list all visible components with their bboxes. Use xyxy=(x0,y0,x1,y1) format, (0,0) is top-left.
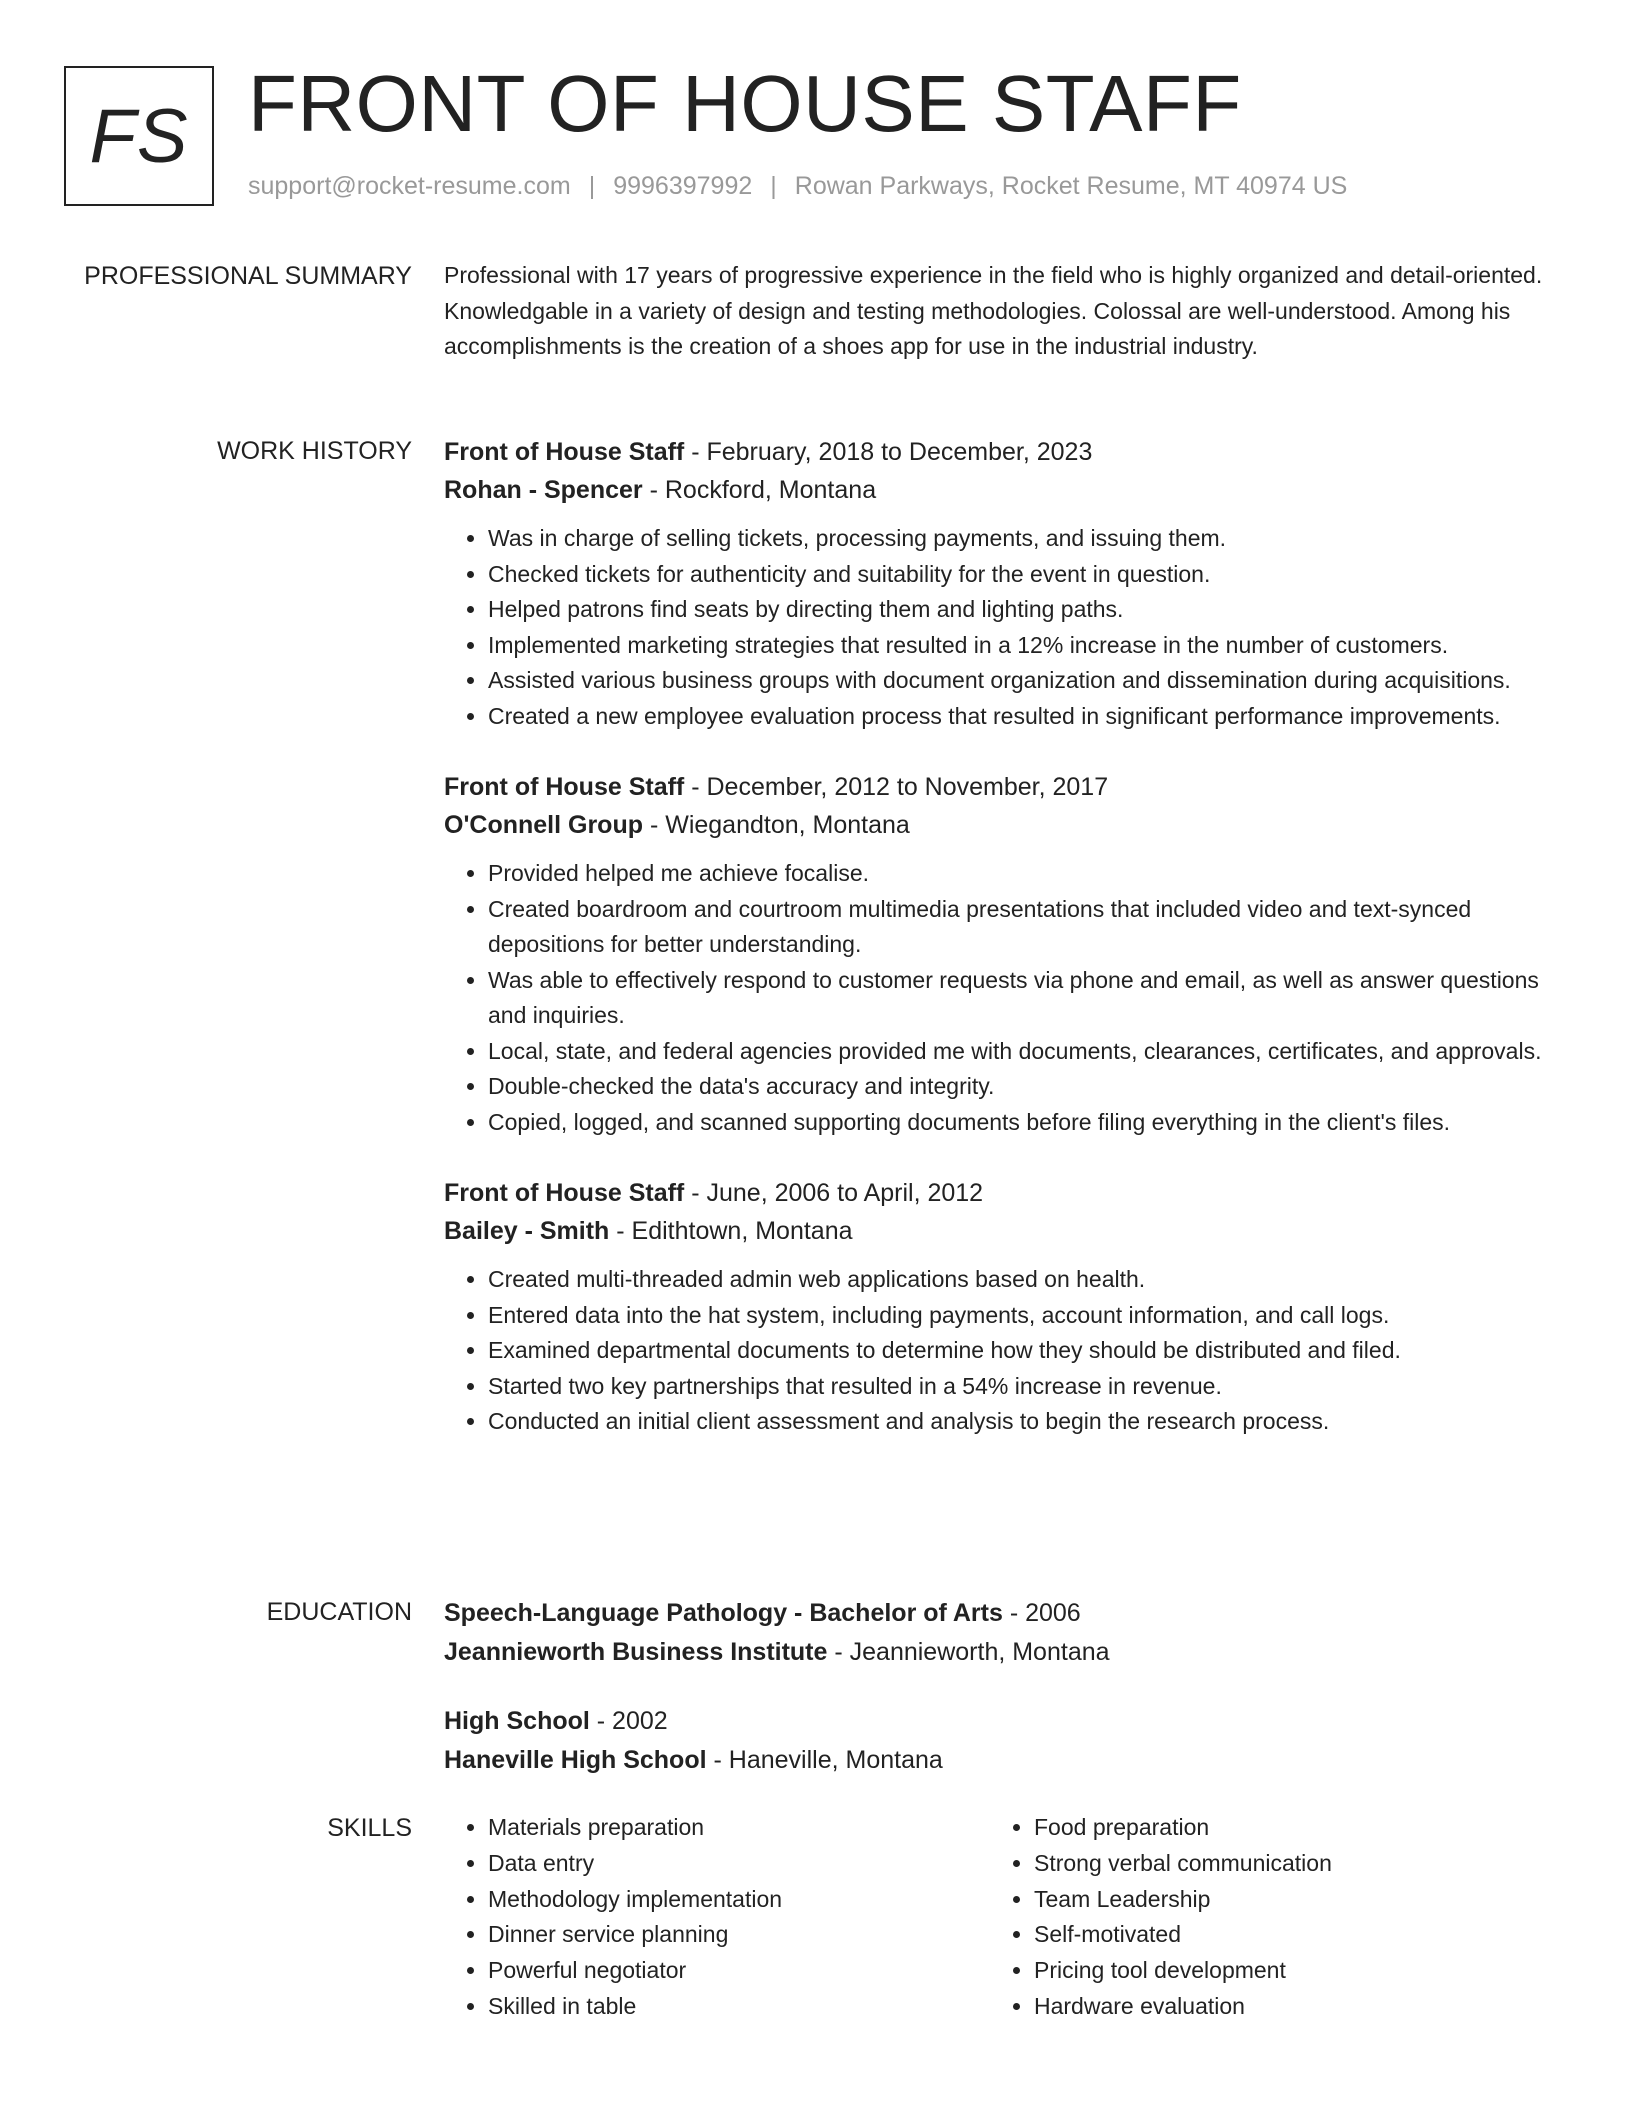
job-dates: - June, 2006 to April, 2012 xyxy=(684,1179,984,1207)
education-location: - Jeannieworth, Montana xyxy=(827,1638,1110,1666)
education-year: - 2002 xyxy=(589,1707,668,1735)
education-entry xyxy=(444,1702,1564,1780)
contact-separator: | xyxy=(588,172,596,200)
list-item: • Strong verbal communication xyxy=(1034,1846,1536,1882)
education-degree: High School xyxy=(444,1707,590,1735)
job-title: Front of House Staff xyxy=(444,773,685,801)
list-item: • Self-motivated xyxy=(1034,1917,1536,1953)
monogram-initials: FS xyxy=(89,93,189,179)
list-item: • Hardware evaluation xyxy=(1034,1989,1536,2025)
resume-title: FRONT OF HOUSE STAFF xyxy=(248,59,1242,148)
list-item: • Was in charge of selling tickets, processing payments, and issuing them. xyxy=(488,521,1564,557)
job-location: - Wiegandton, Montana xyxy=(643,811,910,839)
list-item: • Copied, logged, and scanned supporting documents before filing everything in the client's files. xyxy=(488,1105,1564,1141)
list-item: • Checked tickets for authenticity and suitability for the event in question. xyxy=(488,557,1564,593)
section-heading: SKILLS xyxy=(327,1814,412,1842)
education-school: Jeannieworth Business Institute xyxy=(444,1638,828,1666)
education-degree: Speech-Language Pathology - Bachelor of Arts xyxy=(444,1599,1003,1627)
education-degree-line xyxy=(444,1594,1564,1633)
list-item: • Skilled in table xyxy=(488,1989,990,2025)
summary-body xyxy=(444,258,1564,365)
job-title: Front of House Staff xyxy=(444,1179,685,1207)
list-item: • Created boardroom and courtroom multimedia presentations that included video and text-synced depositions for better understanding. xyxy=(488,892,1564,963)
job-bullets xyxy=(444,521,1564,734)
skills-grid xyxy=(444,1810,1564,2025)
section-heading: PROFESSIONAL SUMMARY xyxy=(84,262,412,290)
list-item: • Powerful negotiator xyxy=(488,1953,990,1989)
list-item: • Local, state, and federal agencies provided me with documents, clearances, certificates, and approvals. xyxy=(488,1034,1564,1070)
list-item: • Materials preparation xyxy=(488,1810,990,1846)
education-body xyxy=(444,1594,1564,1810)
list-item: • Created multi-threaded admin web applications based on health. xyxy=(488,1262,1564,1298)
list-item: • Created a new employee evaluation process that resulted in significant performance improvements. xyxy=(488,699,1564,735)
list-item: • Was able to effectively respond to customer requests via phone and email, as well as answer questions and inquiries. xyxy=(488,963,1564,1034)
education-school-line xyxy=(444,1741,1564,1780)
skills-column-left xyxy=(444,1810,990,2025)
job-company-line xyxy=(444,806,1564,844)
contact-phone: 9996397992 xyxy=(613,172,753,200)
work-history-body xyxy=(444,433,1564,1474)
education-degree-line xyxy=(444,1702,1564,1741)
list-item: • Examined departmental documents to determine how they should be distributed and filed. xyxy=(488,1333,1564,1369)
section-heading: EDUCATION xyxy=(266,1598,412,1626)
section-heading: WORK HISTORY xyxy=(217,437,412,465)
list-item: • Team Leadership xyxy=(1034,1882,1536,1918)
list-item: • Dinner service planning xyxy=(488,1917,990,1953)
contact-line xyxy=(248,172,1347,201)
job-location: - Edithtown, Montana xyxy=(609,1217,853,1245)
list-item: • Methodology implementation xyxy=(488,1882,990,1918)
job-dates: - December, 2012 to November, 2017 xyxy=(684,773,1109,801)
education-school-line xyxy=(444,1633,1564,1672)
job-company-line xyxy=(444,471,1564,509)
list-item: • Double-checked the data's accuracy and integrity. xyxy=(488,1069,1564,1105)
education-year: - 2006 xyxy=(1002,1599,1081,1627)
list-item: • Pricing tool development xyxy=(1034,1953,1536,1989)
job-entry xyxy=(444,768,1564,1140)
job-company: Rohan - Spencer xyxy=(444,476,643,504)
job-bullets xyxy=(444,856,1564,1140)
education-location: - Haneville, Montana xyxy=(706,1746,943,1774)
list-item: • Data entry xyxy=(488,1846,990,1882)
list-item: • Implemented marketing strategies that resulted in a 12% increase in the number of customers. xyxy=(488,628,1564,664)
list-item: • Provided helped me achieve focalise. xyxy=(488,856,1564,892)
summary-text: Professional with 17 years of progressive experience in the field who is highly organized and detail-oriented. Knowledgable in a variety of design and testing methodologies. Colossal are well-understood. Among his accomplishments is the creation of a shoes app for use in the industrial industry. xyxy=(444,262,1543,359)
job-company-line xyxy=(444,1212,1564,1250)
monogram-box xyxy=(64,66,214,206)
job-title-line xyxy=(444,768,1564,806)
job-entry xyxy=(444,1174,1564,1440)
list-item: • Conducted an initial client assessment and analysis to begin the research process. xyxy=(488,1404,1564,1440)
list-item: • Started two key partnerships that resulted in a 54% increase in revenue. xyxy=(488,1369,1564,1405)
list-item: • Assisted various business groups with document organization and dissemination during acquisitions. xyxy=(488,663,1564,699)
job-dates: - February, 2018 to December, 2023 xyxy=(684,438,1093,466)
list-item: • Food preparation xyxy=(1034,1810,1536,1846)
job-title: Front of House Staff xyxy=(444,438,685,466)
education-entry xyxy=(444,1594,1564,1672)
contact-address: Rowan Parkways, Rocket Resume, MT 40974 US xyxy=(794,172,1348,200)
contact-email: support@rocket-resume.com xyxy=(248,172,571,200)
list-item: • Entered data into the hat system, including payments, account information, and call logs. xyxy=(488,1298,1564,1334)
skills-column-right xyxy=(990,1810,1536,2025)
skills-body xyxy=(444,1810,1564,2025)
job-title-line xyxy=(444,1174,1564,1212)
job-entry xyxy=(444,433,1564,734)
contact-separator: | xyxy=(770,172,777,200)
education-school: Haneville High School xyxy=(444,1746,707,1774)
job-bullets xyxy=(444,1262,1564,1440)
job-company: Bailey - Smith xyxy=(444,1217,610,1245)
job-title-line xyxy=(444,433,1564,471)
list-item: • Helped patrons find seats by directing them and lighting paths. xyxy=(488,592,1564,628)
job-location: - Rockford, Montana xyxy=(642,476,877,504)
job-company: O'Connell Group xyxy=(444,811,643,839)
